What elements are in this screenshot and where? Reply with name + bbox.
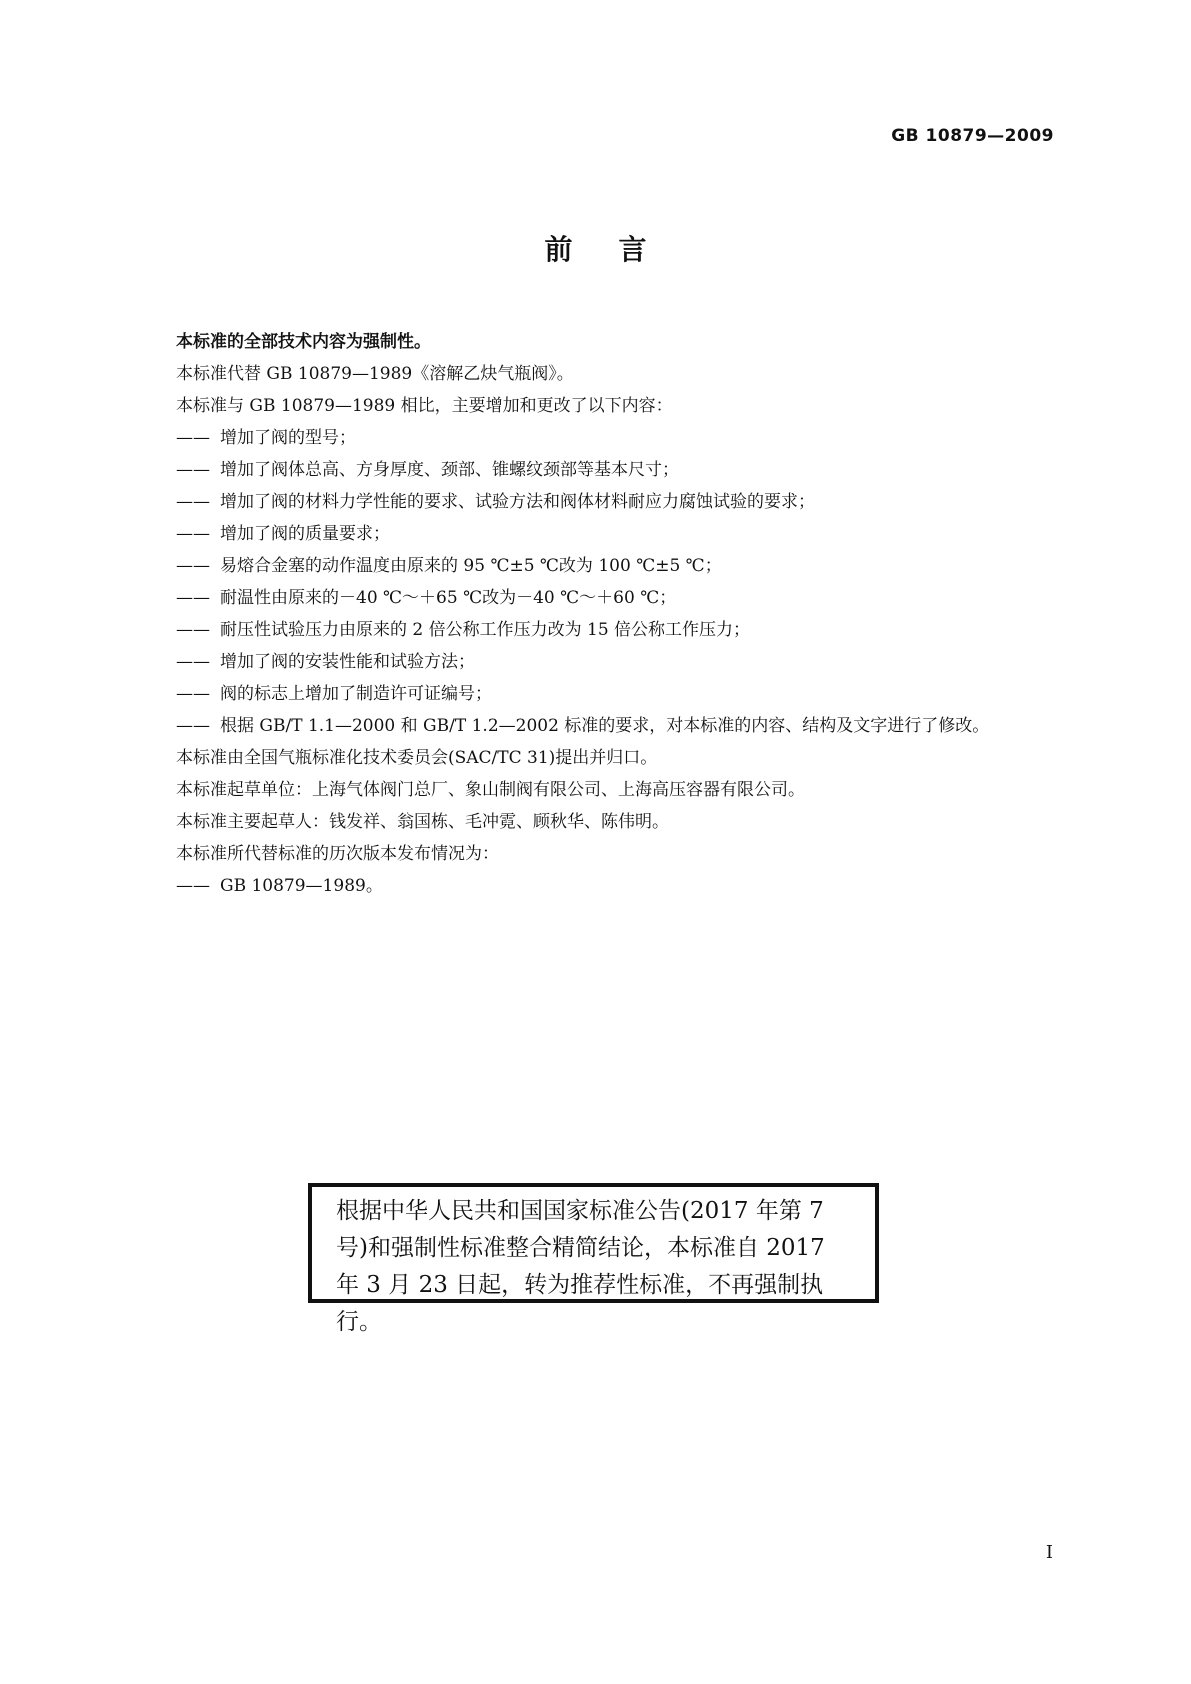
list-item	[176, 550, 1056, 582]
dash-marker: ——	[176, 460, 210, 480]
list-item-text: 增加了阀体总高、方身厚度、颈部、锥螺纹颈部等基本尺寸；	[220, 460, 679, 480]
history-list	[176, 870, 1056, 902]
dash-marker: ——	[176, 620, 210, 640]
list-item-text: GB 10879—1989。	[220, 876, 383, 896]
dash-marker: ——	[176, 588, 210, 608]
drafters: 本标准主要起草人：钱发祥、翁国栋、毛冲霓、顾秋华、陈伟明。	[176, 812, 669, 832]
changes-list	[176, 422, 1056, 742]
dash-marker: ——	[176, 652, 210, 672]
list-item	[176, 422, 1056, 454]
page-title: 前言	[544, 233, 693, 266]
replacement-statement: 本标准代替 GB 10879—1989《溶解乙炔气瓶阀》。	[176, 364, 574, 384]
list-item	[176, 710, 1056, 742]
history-intro: 本标准所代替标准的历次版本发布情况为：	[176, 844, 499, 864]
list-item-text: 易熔合金塞的动作温度由原来的 95 ℃±5 ℃改为 100 ℃±5 ℃；	[220, 556, 722, 576]
list-item	[176, 646, 1056, 678]
proposer-statement: 本标准由全国气瓶标准化技术委员会(SAC/TC 31)提出并归口。	[176, 748, 658, 768]
list-item	[176, 582, 1056, 614]
list-item	[176, 486, 1056, 518]
dash-marker: ——	[176, 684, 210, 704]
notice-line: 年 3 月 23 日起，转为推荐性标准，不再强制执行。	[336, 1272, 824, 1335]
list-item-text: 增加了阀的材料力学性能的要求、试验方法和阀体材料耐应力腐蚀试验的要求；	[220, 492, 815, 512]
list-item	[176, 870, 1056, 902]
list-item	[176, 614, 1056, 646]
changes-intro: 本标准与 GB 10879—1989 相比，主要增加和更改了以下内容：	[176, 396, 673, 416]
mandatory-statement: 本标准的全部技术内容为强制性。	[176, 332, 431, 352]
notice-line: 根据中华人民共和国国家标准公告(2017 年第 7	[336, 1198, 824, 1224]
dash-marker: ——	[176, 428, 210, 448]
dash-marker: ——	[176, 716, 210, 736]
list-item-text: 增加了阀的型号；	[220, 428, 356, 448]
list-item	[176, 518, 1056, 550]
list-item-text: 耐压性试验压力由原来的 2 倍公称工作压力改为 15 倍公称工作压力；	[220, 620, 751, 640]
page-number: I	[1045, 1542, 1053, 1563]
list-item-text: 增加了阀的质量要求；	[220, 524, 390, 544]
list-item-text: 根据 GB/T 1.1—2000 和 GB/T 1.2—2002 标准的要求，对本标准的内容、结构及文字进行了修改。	[220, 716, 990, 736]
notice-line: 号)和强制性标准整合精简结论，本标准自 2017	[336, 1235, 825, 1261]
drafting-units: 本标准起草单位：上海气体阀门总厂、象山制阀有限公司、上海高压容器有限公司。	[176, 780, 805, 800]
list-item-text: 耐温性由原来的－40 ℃～＋65 ℃改为－40 ℃～＋60 ℃；	[220, 588, 677, 608]
list-item	[176, 678, 1056, 710]
list-item	[176, 454, 1056, 486]
dash-marker: ——	[176, 524, 210, 544]
dash-marker: ——	[176, 876, 210, 896]
dash-marker: ——	[176, 556, 210, 576]
list-item-text: 阀的标志上增加了制造许可证编号；	[220, 684, 492, 704]
list-item-text: 增加了阀的安装性能和试验方法；	[220, 652, 475, 672]
standard-code: GB 10879—2009	[891, 126, 1054, 146]
notice-box	[308, 1183, 879, 1335]
foreword-body	[176, 326, 1056, 902]
dash-marker: ——	[176, 492, 210, 512]
